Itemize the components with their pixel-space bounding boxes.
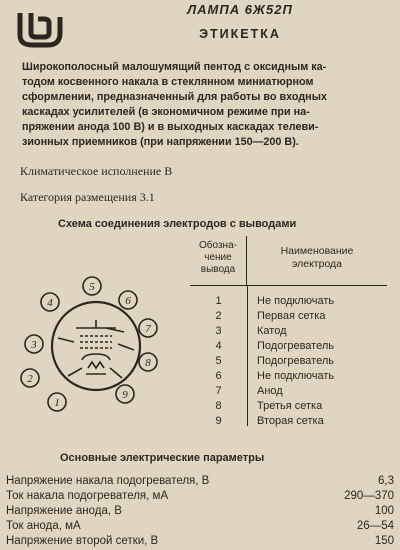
table-row — [190, 354, 390, 369]
param-row — [6, 489, 394, 504]
table-row — [190, 384, 390, 399]
pin-number: 2 — [215, 310, 222, 322]
table-row — [190, 324, 390, 339]
param-row — [6, 474, 394, 489]
description-line: Широкополосный малошумящий пентод с оксидным ка- — [22, 61, 327, 73]
pin-label: 1 — [54, 397, 60, 409]
table-row — [190, 399, 390, 414]
manufacturer-logo — [14, 9, 66, 49]
electrode-name: Катод — [257, 325, 287, 337]
pin-label: 2 — [27, 373, 33, 385]
electrode-name: Третья сетка — [257, 400, 323, 412]
pin-number: 8 — [215, 400, 222, 412]
pin-number: 9 — [215, 415, 222, 427]
col-header-pin — [190, 236, 247, 286]
param-row — [6, 534, 394, 549]
col-header-electrode — [247, 236, 387, 286]
col-header-line: Обозна- — [199, 240, 237, 251]
pin-number: 4 — [215, 340, 222, 352]
pin-number: 3 — [215, 325, 222, 337]
description-line: сформлении, предназначенный для работы во входных — [22, 91, 327, 103]
param-value: 100 — [374, 505, 394, 517]
description-line: каскадах усилителей (в экономичном режиме при на- — [22, 106, 310, 118]
description-line: пряжении анода 100 В) и в выходных каскадах телеви- — [22, 121, 319, 133]
electrode-name: Вторая сетка — [257, 415, 324, 427]
page-subtitle: ЭТИКЕТКА — [199, 27, 281, 41]
param-value: 150 — [374, 535, 394, 547]
table-row — [190, 294, 390, 309]
pin-label: 4 — [47, 297, 53, 309]
col-header-line: электрода — [291, 258, 343, 270]
col-header-line: Наименование — [280, 245, 354, 257]
electrode-name: Не подключать — [257, 370, 335, 382]
electrode-name: Подогреватель — [257, 355, 334, 367]
electrode-name: Первая сетка — [257, 310, 326, 322]
param-value: 290—370 — [344, 490, 394, 502]
table-row — [190, 369, 390, 384]
electrode-name: Подогреватель — [257, 340, 334, 352]
table-row — [190, 309, 390, 324]
param-value: 26—54 — [356, 520, 394, 532]
electrode-name: Не подключать — [257, 295, 335, 307]
description-line: зионных приемников (при напряжении 150—200 В). — [22, 136, 299, 148]
col-header-line: чение — [204, 252, 232, 263]
description — [22, 60, 392, 150]
description-line: тодом косвенного накала в стеклянном миниатюрном — [22, 76, 314, 88]
page-title: ЛАМПА 6Ж52П — [187, 2, 293, 17]
pin-label: 3 — [31, 339, 37, 351]
electrode-name: Анод — [257, 385, 283, 397]
climatic-version: Климатическое исполнение В — [20, 164, 173, 178]
pin-diagram — [14, 268, 179, 418]
param-value: 6,3 — [378, 475, 394, 487]
pin-label: 7 — [145, 323, 151, 335]
param-label: Ток накала подогревателя, мА — [6, 490, 169, 502]
param-label: Ток анода, мА — [6, 520, 81, 532]
param-label: Напряжение анода, В — [6, 505, 122, 517]
pin-label: 9 — [122, 389, 128, 401]
table-row — [190, 414, 390, 429]
pin-number: 5 — [215, 355, 222, 367]
schema-heading: Схема соединения электродов с выводами — [58, 218, 297, 230]
placement-category: Категория размещения 3.1 — [20, 190, 155, 204]
param-row — [6, 519, 394, 534]
pin-label: 8 — [145, 357, 151, 369]
pin-label: 5 — [89, 281, 95, 293]
pin-table — [190, 236, 390, 426]
param-label: Напряжение второй сетки, В — [6, 535, 159, 547]
pin-label: 6 — [125, 295, 131, 307]
param-row — [6, 504, 394, 519]
col-header-line: вывода — [200, 264, 236, 275]
pin-number: 7 — [215, 385, 222, 397]
pin-number: 6 — [215, 370, 222, 382]
params-heading: Основные электрические параметры — [60, 452, 265, 464]
table-row — [190, 339, 390, 354]
param-label: Напряжение накала подогревателя, В — [6, 475, 210, 487]
pin-number: 1 — [215, 295, 222, 307]
